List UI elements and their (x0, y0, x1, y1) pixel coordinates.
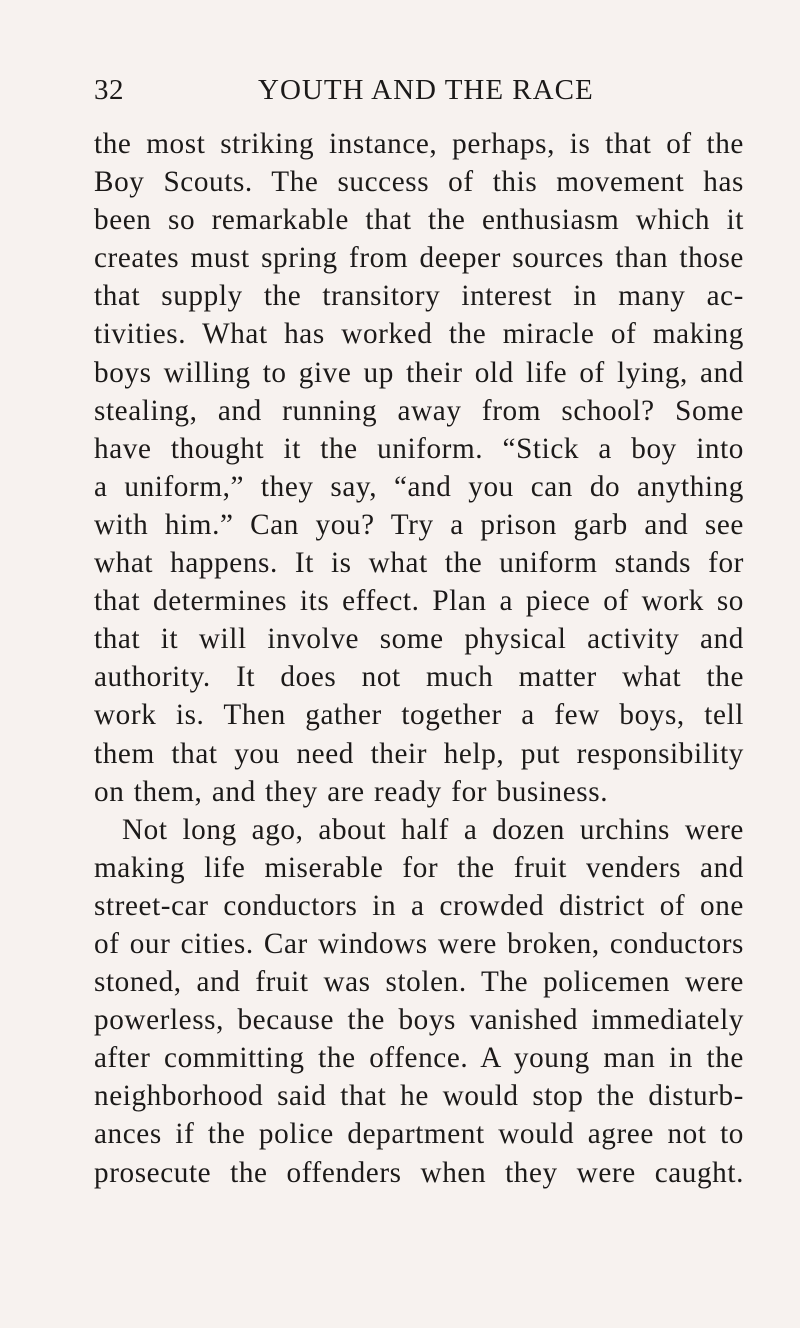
text-line: after committing the offence. A young man in the (94, 1042, 744, 1075)
text-line: work is. Then gather together a few boys, tell (94, 699, 744, 732)
text-line: that supply the transitory interest in many ac- (94, 280, 744, 313)
text-line: street-car conductors in a crowded district of one (94, 889, 744, 922)
text-line: a uniform,” they say, “and you can do anything (94, 470, 744, 503)
running-title: YOUTH AND THE RACE (258, 74, 594, 106)
text-line: prosecute the offenders when they were caught. (94, 1156, 744, 1189)
text-line: have thought it the uniform. “Stick a boy into (94, 432, 744, 465)
text-line: Not long ago, about half a dozen urchins were (122, 813, 744, 846)
text-line: stoned, and fruit was stolen. The policemen were (94, 966, 744, 999)
text-line: that determines its effect. Plan a piece of work so (94, 585, 744, 618)
text-line: tivities. What has worked the miracle of making (94, 318, 744, 351)
text-line: Boy Scouts. The success of this movement has (94, 166, 744, 199)
text-line: creates must spring from deeper sources than those (94, 242, 744, 275)
body-text (94, 125, 744, 1192)
text-line: authority. It does not much matter what the (94, 661, 744, 694)
text-line: the most striking instance, perhaps, is that of the (94, 128, 744, 160)
text-line: with him.” Can you? Try a prison garb and see (94, 508, 744, 541)
text-line: neighborhood said that he would stop the disturb- (94, 1080, 744, 1113)
text-line: ances if the police department would agree not to (94, 1118, 744, 1151)
text-line: been so remarkable that the enthusiasm which it (94, 204, 744, 237)
page-number: 32 (94, 74, 124, 106)
running-head (0, 70, 800, 110)
text-line: of our cities. Car windows were broken, conductors (94, 927, 744, 960)
paragraph-2 (94, 811, 744, 1192)
text-line: making life miserable for the fruit venders and (94, 851, 744, 884)
text-line: stealing, and running away from school? Some (94, 394, 744, 427)
text-line: that it will involve some physical activity and (94, 623, 744, 656)
paragraph-1 (94, 125, 744, 811)
text-line: powerless, because the boys vanished immediately (94, 1004, 744, 1037)
text-line: on them, and they are ready for business. (94, 775, 609, 808)
text-line: boys willing to give up their old life of lying, and (94, 356, 744, 389)
text-line: them that you need their help, put responsibility (94, 737, 744, 770)
text-line: what happens. It is what the uniform stands for (94, 547, 744, 580)
